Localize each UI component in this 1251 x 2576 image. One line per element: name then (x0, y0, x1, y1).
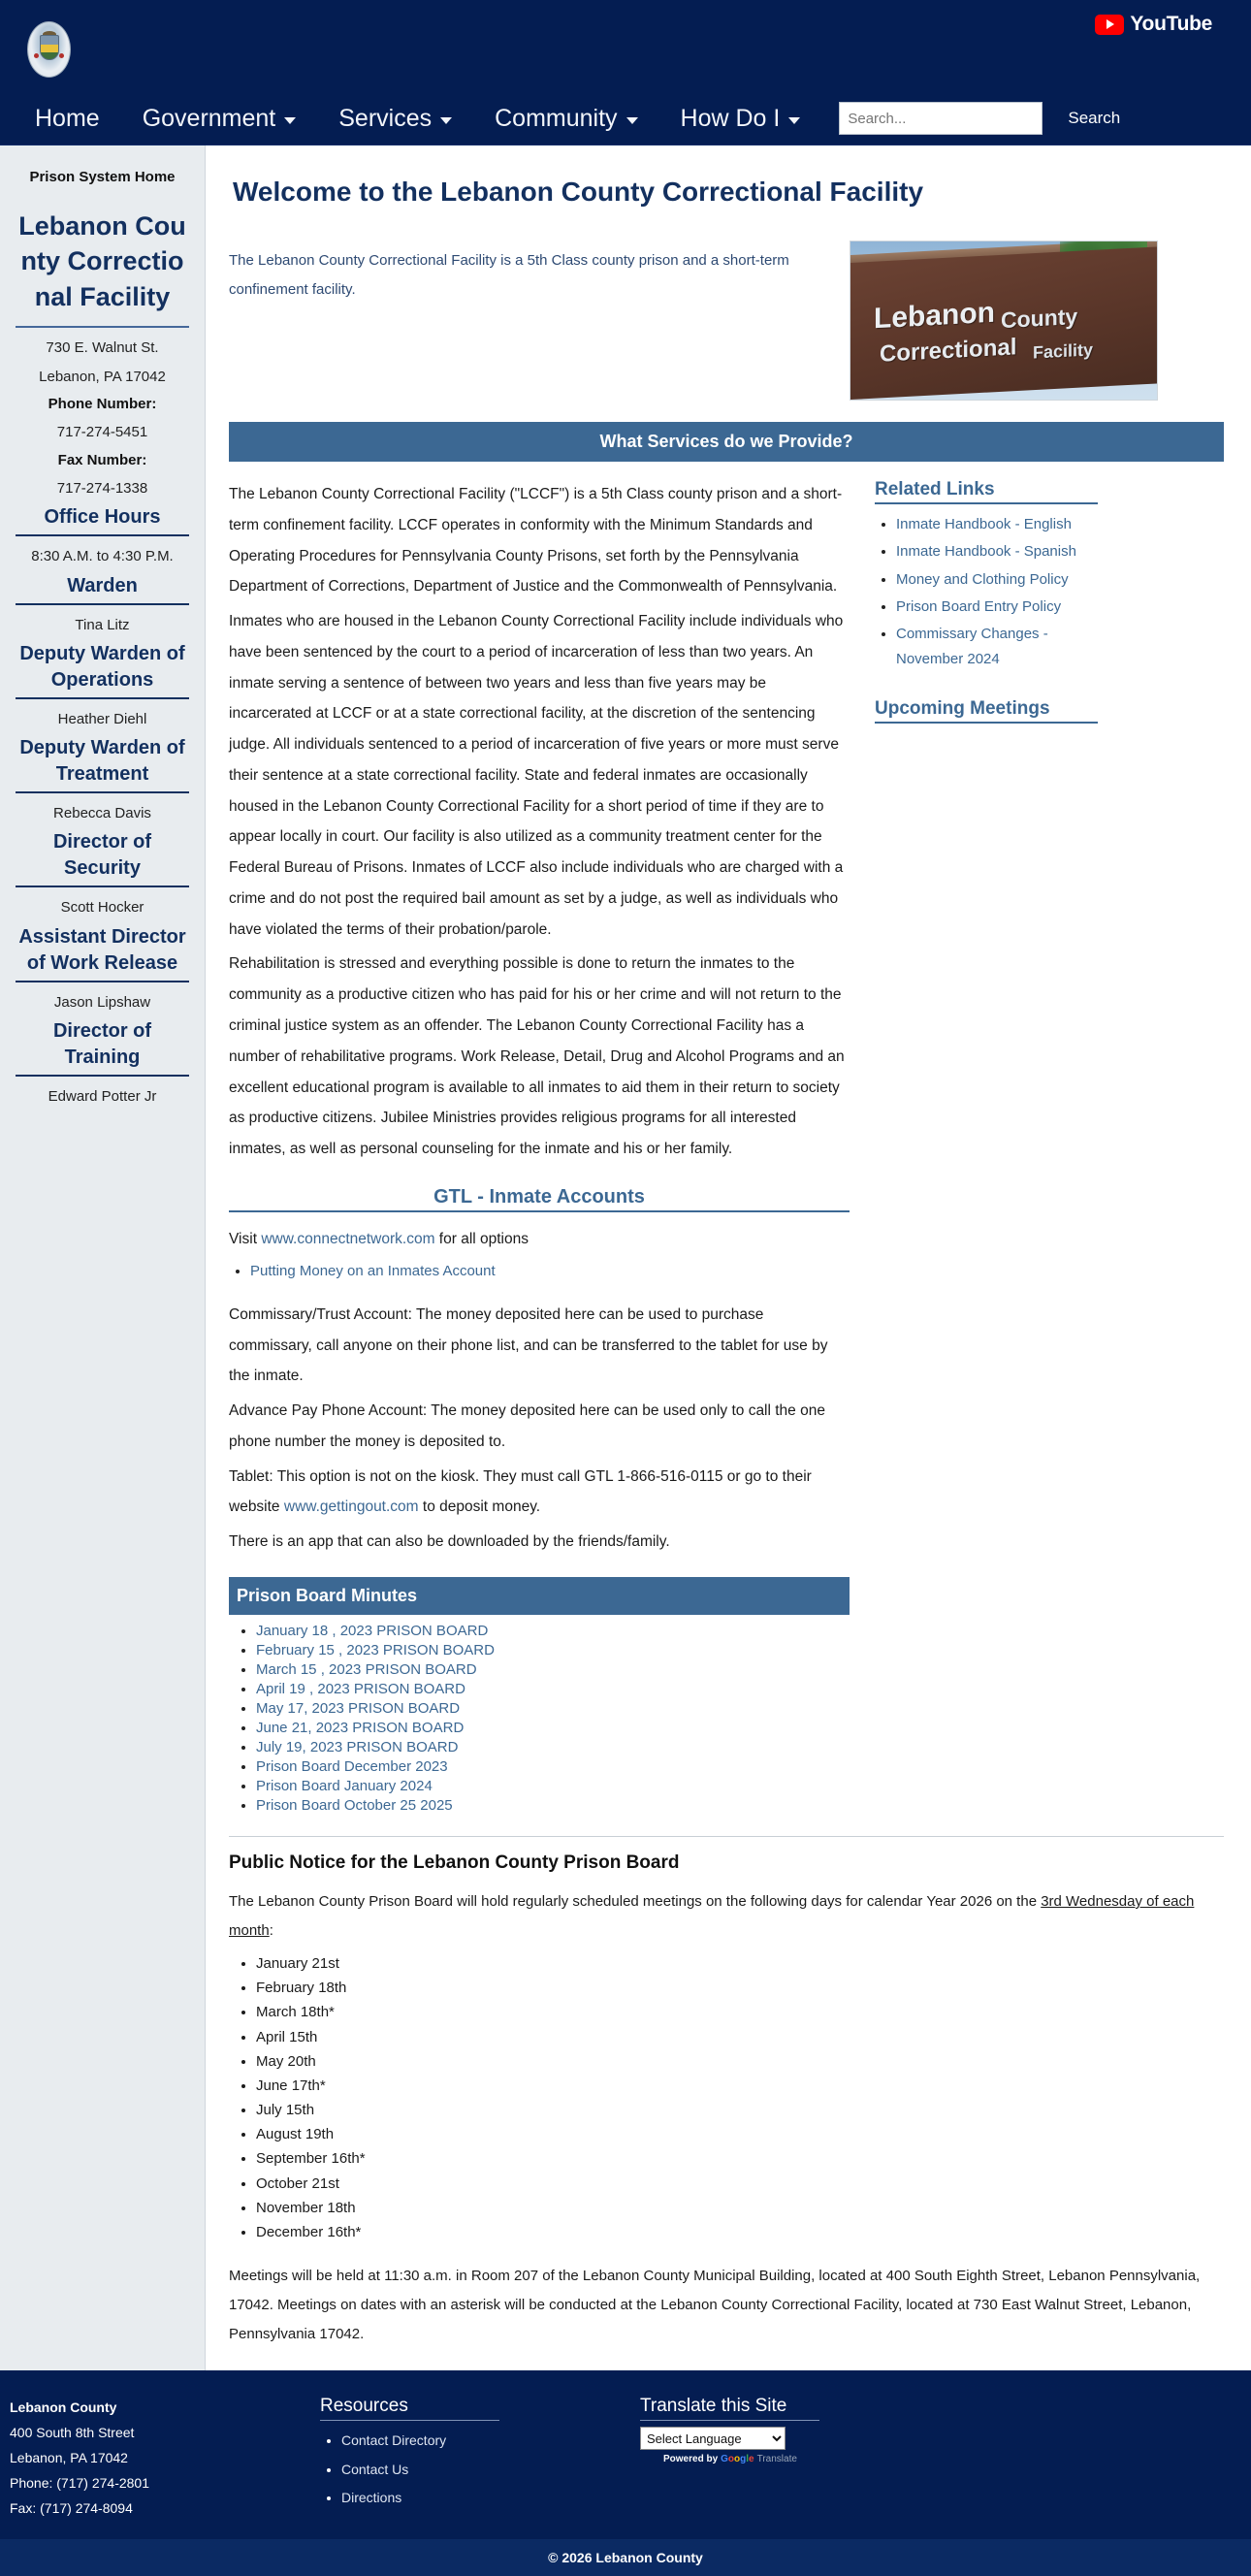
sidebar-staff-name: Rebecca Davis (53, 805, 151, 822)
related-links-list (875, 512, 1098, 673)
sidebar-phone-label: Phone Number: (48, 395, 157, 412)
nav-label-community: Community (495, 104, 618, 132)
list-item: • January 21st (256, 1951, 1224, 1976)
related-link[interactable]: Inmate Handbook - English (896, 516, 1072, 532)
public-notice-closing: Meetings will be held at 11:30 a.m. in Room 207 of the Lebanon County Municipal Building, located at 400 South Eighth Street, Lebanon Pennsylvania, 17042. Meetings on dates with an asterisk will be conducted at the Lebanon County Correctional Facility, located at 730 East Walnut Street, Lebanon, Pennsylvania 17042. (229, 2268, 1201, 2343)
list-item (256, 1681, 850, 1698)
upcoming-meetings-heading: Upcoming Meetings (875, 697, 1050, 719)
left-sidebar (0, 145, 206, 2370)
list-item (341, 2427, 640, 2456)
sidebar-office-hours-value: 8:30 A.M. to 4:30 P.M. (31, 548, 174, 565)
connectnetwork-link[interactable]: www.connectnetwork.com (261, 1230, 435, 1247)
nav-label-how-do-i: How Do I (680, 104, 781, 132)
youtube-link[interactable] (1095, 13, 1212, 36)
page-title: Welcome to the Lebanon County Correctional Facility (233, 177, 924, 207)
footer-address-line-1: 400 South 8th Street (10, 2425, 135, 2441)
divider (16, 1075, 189, 1077)
footer-link-directions[interactable]: Directions (341, 2490, 402, 2506)
putting-money-link[interactable]: Putting Money on an Inmates Account (250, 1262, 496, 1279)
list-item: • June 17th* (256, 2074, 1224, 2098)
sidebar-staff-name: Heather Diehl (57, 710, 147, 727)
chevron-down-icon (626, 117, 638, 124)
list-item (256, 1758, 850, 1776)
google-wordmark: Google (721, 2454, 754, 2465)
sidebar-staff-role: Assistant Director of Work Release (18, 925, 186, 974)
seal-ornament-left-icon (34, 53, 39, 58)
footer-link-contact-us[interactable]: Contact Us (341, 2461, 409, 2477)
sidebar-staff-role: Deputy Warden of Treatment (19, 737, 185, 786)
powered-by-label: Powered by (663, 2454, 719, 2465)
chevron-down-icon (440, 117, 452, 124)
intro-paragraph: The Lebanon County Correctional Facility is a 5th Class county prison and a short-term confinement facility. (229, 252, 789, 298)
sidebar-address-line-2: Lebanon, PA 17042 (39, 368, 166, 385)
footer-resources-list (320, 2427, 640, 2513)
sidebar-facility-title: Lebanon County Correctional Facility (18, 211, 186, 311)
minutes-link[interactable]: April 19 , 2023 PRISON BOARD (256, 1680, 465, 1697)
sign-text-line-3: Correctional (880, 334, 1017, 368)
divider (320, 2420, 499, 2421)
sidebar-staff-role: Warden (67, 574, 138, 596)
sign-text-line-1: Lebanon (874, 296, 995, 336)
list-item (256, 1797, 850, 1815)
search-input[interactable] (839, 102, 1042, 135)
list-item (896, 622, 1098, 673)
list-item: • December 16th* (256, 2220, 1224, 2244)
related-link[interactable]: Inmate Handbook - Spanish (896, 543, 1076, 561)
seal-shield-icon (40, 35, 59, 60)
prison-board-minutes-banner: Prison Board Minutes (229, 1577, 850, 1615)
primary-navigation (0, 92, 1251, 145)
list-item (341, 2456, 640, 2485)
footer-resources-block (320, 2396, 640, 2521)
sidebar-staff-role: Deputy Warden of Operations (19, 642, 185, 691)
nav-label-government: Government (142, 104, 276, 132)
list-item (256, 1700, 850, 1718)
sign-text-line-2: County (1001, 303, 1078, 334)
sidebar-fax-value: 717-274-1338 (56, 480, 148, 498)
advance-pay-paragraph: Advance Pay Phone Account: The money deposited here can be used only to call the one phone number the money is deposited to. (229, 1402, 825, 1450)
related-links-heading: Related Links (875, 479, 995, 499)
sidebar-address-line-1: 730 E. Walnut St. (46, 339, 159, 357)
minutes-link[interactable]: May 17, 2023 PRISON BOARD (256, 1699, 461, 1717)
site-footer (0, 2370, 1251, 2538)
sidebar-fax-label: Fax Number: (57, 451, 147, 468)
body-paragraph-3: Rehabilitation is stressed and everything possible is done to return the inmates to the community as a productive citizen who has paid for his or her crime and will not return to the criminal justice system as an offender. The Lebanon County Correctional Facility has a number of rehabilitative programs. Work Release, Detail, Drug and Alcohol Programs and an excellent educational program is available to all inmates to aid them in their return to society as productive citizens. Jubilee Ministries provides religious programs for all interested inmates, as well as personal counseling for the inmate and his or her family. (229, 955, 845, 1158)
list-item (896, 567, 1098, 593)
list-item (256, 1720, 850, 1737)
list-item: • March 18th* (256, 2000, 1224, 2024)
search-button[interactable]: Search (1062, 108, 1126, 129)
divider (875, 722, 1098, 724)
nav-item-how-do-i[interactable] (659, 105, 822, 133)
services-banner: What Services do we Provide? (229, 422, 1224, 462)
gettingout-link[interactable]: www.gettingout.com (283, 1498, 419, 1516)
divider (229, 1210, 850, 1212)
divider (640, 2420, 819, 2421)
divider (16, 697, 189, 699)
tablet-paragraph (229, 1462, 850, 1524)
divider (16, 791, 189, 793)
content-column-secondary (875, 479, 1098, 1817)
notice-intro-underlined: 3rd Wednesday of each month (229, 1892, 1195, 1939)
sidebar-staff-name: Edward Potter Jr (48, 1087, 157, 1105)
divider (16, 603, 189, 605)
list-item: • July 15th (256, 2098, 1224, 2122)
facility-sign-photo (850, 241, 1158, 401)
divider (875, 502, 1098, 504)
tablet-prefix: Tablet: This option is not on the kiosk. They must call GTL 1-866-516-0115 or go to their website (229, 1467, 812, 1516)
county-seal-logo[interactable] (27, 21, 71, 78)
sidebar-staff-name: Scott Hocker (60, 899, 144, 917)
list-item (896, 539, 1098, 564)
chevron-down-icon (788, 117, 800, 124)
list-item (256, 1642, 850, 1659)
nav-item-community[interactable] (473, 105, 658, 133)
divider (16, 534, 189, 536)
sidebar-staff-name: Tina Litz (75, 616, 130, 633)
footer-fax: Fax: (717) 274-8094 (10, 2499, 133, 2516)
sidebar-staff-name: Jason Lipshaw (53, 993, 151, 1011)
footer-address-line-2: Lebanon, PA 17042 (10, 2450, 128, 2466)
divider (16, 326, 189, 328)
intro-section (229, 241, 1224, 401)
footer-link-contact-directory[interactable]: Contact Directory (341, 2432, 447, 2449)
sidebar-phone-value: 717-274-5451 (56, 424, 148, 441)
sign-text-line-4: Facility (1033, 339, 1094, 363)
sidebar-staff-role: Director of Training (52, 1019, 152, 1068)
gtl-visit-suffix: for all options (434, 1230, 529, 1247)
list-item (896, 595, 1098, 620)
notice-intro-tail: : (269, 1921, 273, 1939)
gtl-heading: GTL - Inmate Accounts (433, 1185, 645, 1208)
public-notice-title: Public Notice for the Lebanon County Prison Board (229, 1852, 680, 1873)
list-item (256, 1661, 850, 1679)
chevron-down-icon (284, 117, 296, 124)
related-link[interactable]: Money and Clothing Policy (896, 570, 1069, 588)
body-paragraph-2: Inmates who are housed in the Lebanon County Correctional Facility include individuals who have been sentenced by the court to a period of incarceration of less than two years. An inmate serving a sentence of between two years and less than five years may be incarcerated at LCCF or at a state correctional facility, at the discretion of the sentencing judge. All individuals sentenced to a period of incarceration of five years or more must serve their sentence at a state correctional facility. State and federal inmates are occasionally housed in the Lebanon County Correctional Facility for a short period of time if they are to appear locally in court. Our facility is also utilized as a community treatment center for the Federal Bureau of Prisons. Inmates of LCCF also include individuals who are charged with a crime and do not post the required bail amount as set by a judge, as well as individuals who have violated the terms of their probation/parole. (229, 613, 844, 938)
app-note-paragraph: There is an app that can also be downloaded by the friends/family. (229, 1533, 670, 1551)
divider (229, 1836, 1224, 1837)
copyright-bar: © 2026 Lebanon County (0, 2539, 1251, 2576)
minutes-link[interactable]: June 21, 2023 PRISON BOARD (256, 1719, 465, 1736)
minutes-link[interactable]: Prison Board December 2023 (256, 1757, 448, 1775)
footer-org-name: Lebanon County (10, 2399, 117, 2416)
minutes-link[interactable]: July 19, 2023 PRISON BOARD (256, 1738, 459, 1755)
footer-contact-block (0, 2396, 320, 2521)
related-link[interactable]: Commissary Changes - November 2024 (896, 626, 1048, 668)
nav-item-home[interactable] (14, 105, 121, 133)
main-content (206, 145, 1251, 2370)
list-item: • September 16th* (256, 2146, 1224, 2171)
content-columns (229, 462, 1224, 1817)
list-item (256, 1623, 850, 1640)
page-body (0, 145, 1251, 2370)
list-item (256, 1778, 850, 1795)
minutes-link[interactable]: Prison Board October 25 2025 (256, 1796, 453, 1814)
minutes-link[interactable]: Prison Board January 2024 (256, 1777, 433, 1794)
footer-phone: Phone: (717) 274-2801 (10, 2474, 149, 2491)
gtl-bullet-list (229, 1259, 850, 1284)
site-header (0, 0, 1251, 92)
footer-translate-block (640, 2396, 1251, 2521)
list-item (341, 2484, 640, 2513)
divider (16, 886, 189, 887)
related-link[interactable]: Prison Board Entry Policy (896, 597, 1062, 615)
list-item: • May 20th (256, 2049, 1224, 2074)
public-notice-intro (229, 1887, 1224, 1946)
footer-translate-heading: Translate this Site (640, 2396, 787, 2417)
prison-board-minutes-list (229, 1623, 850, 1815)
nav-item-government[interactable] (121, 105, 318, 133)
translate-word: Translate (756, 2454, 797, 2465)
tablet-suffix: to deposit money. (418, 1498, 541, 1516)
nav-item-services[interactable] (317, 105, 473, 133)
sidebar-staff-role: Director of Security (52, 831, 152, 880)
list-item: • November 18th (256, 2196, 1224, 2220)
minutes-link[interactable]: February 15 , 2023 PRISON BOARD (256, 1641, 495, 1658)
nav-label-services: Services (338, 104, 433, 132)
youtube-play-icon (1095, 15, 1124, 35)
seal-ornament-right-icon (59, 53, 64, 58)
site-search (839, 102, 1126, 135)
list-item: • August 19th (256, 2122, 1224, 2146)
language-select[interactable] (640, 2427, 786, 2450)
minutes-link[interactable]: March 15 , 2023 PRISON BOARD (256, 1660, 477, 1678)
gtl-visit-prefix: Visit (229, 1230, 262, 1247)
footer-resources-heading: Resources (320, 2396, 408, 2417)
gtl-visit-line (229, 1224, 850, 1255)
list-item: • October 21st (256, 2172, 1224, 2196)
list-item (250, 1259, 850, 1284)
sidebar-office-hours-label: Office Hours (44, 506, 161, 529)
notice-intro-plain: The Lebanon County Prison Board will hold regularly scheduled meetings on the following days for calendar Year 2026 on the (229, 1892, 1042, 1910)
meeting-months-list (229, 1951, 1224, 2244)
divider (16, 981, 189, 982)
list-item (256, 1739, 850, 1756)
body-paragraph-1: The Lebanon County Correctional Facility ("LCCF") is a 5th Class county prison and a short-term confinement facility. LCCF operates in conformity with the Minimum Standards and Operating Procedures for Pennsylvania County Prisons, set forth by the Pennsylvania Department of Corrections, Department of Justice and the Commonwealth of Pennsylvania. (229, 486, 843, 596)
minutes-link[interactable]: January 18 , 2023 PRISON BOARD (256, 1622, 489, 1639)
content-column-primary (229, 479, 850, 1817)
list-item: • February 18th (256, 1976, 1224, 2000)
sidebar-item-prison-system-home[interactable]: Prison System Home (29, 169, 176, 185)
commissary-paragraph: Commissary/Trust Account: The money deposited here can be used to purchase commissary, call anyone on their phone list, and can be transferred to the tablet for use by the inmate. (229, 1305, 828, 1385)
google-translate-attribution (640, 2454, 1251, 2464)
nav-label-home: Home (35, 104, 100, 132)
list-item (896, 512, 1098, 537)
list-item: • April 15th (256, 2025, 1224, 2049)
youtube-label: YouTube (1130, 13, 1212, 35)
